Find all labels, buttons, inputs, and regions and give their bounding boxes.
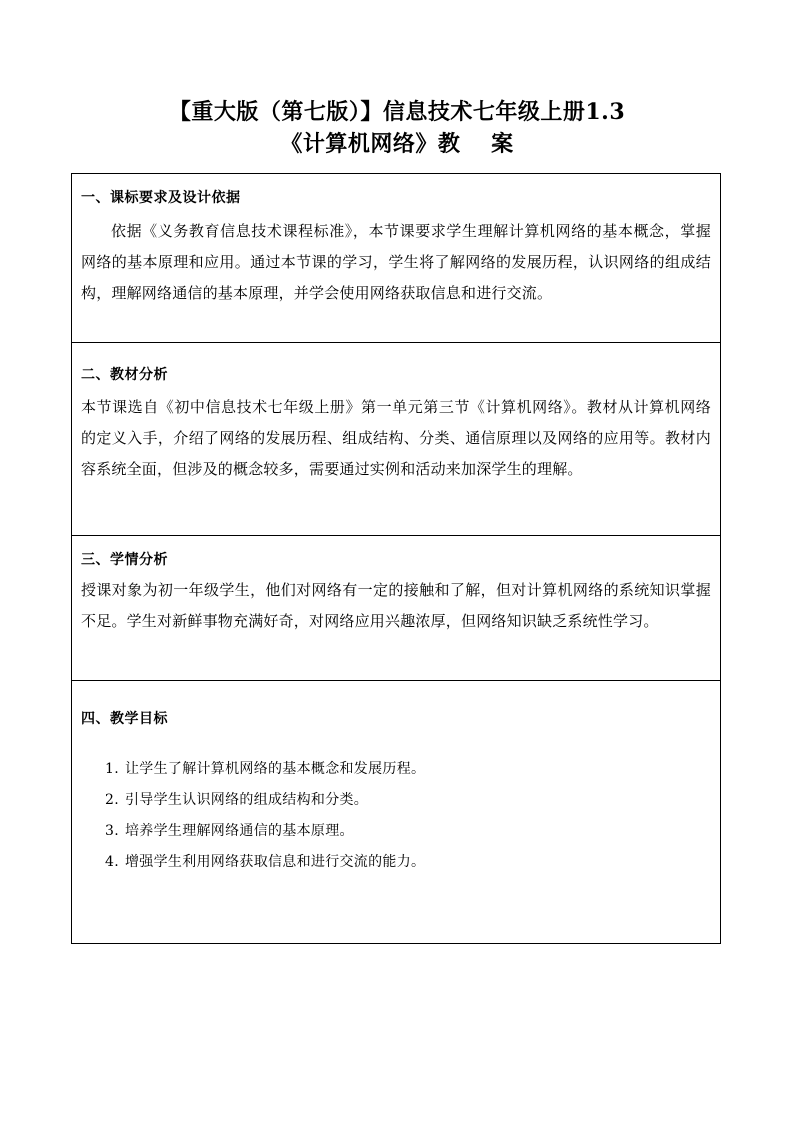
section-student-analysis	[72, 536, 720, 681]
section-heading: 二、教材分析	[81, 367, 168, 383]
list-item-number: 2.	[105, 792, 119, 808]
list-item	[105, 847, 711, 878]
lesson-plan-table	[71, 173, 721, 944]
document-title-line-1: 【重大版（第七版）】信息技术七年级上册1.3	[168, 99, 626, 125]
list-item-text: 增强学生利用网络获取信息和进行交流的能力。	[125, 854, 426, 870]
list-item-number: 4.	[105, 854, 119, 870]
list-item	[105, 816, 711, 847]
goal-list	[81, 754, 711, 878]
section-textbook-analysis	[72, 343, 720, 536]
section-heading: 三、学情分析	[81, 552, 168, 568]
list-item	[105, 785, 711, 816]
section-teaching-goals	[72, 681, 720, 943]
list-item-number: 3.	[105, 823, 119, 839]
list-item	[105, 754, 711, 785]
list-item-text: 引导学生认识网络的组成结构和分类。	[125, 792, 369, 808]
section-paragraph: 授课对象为初一年级学生，他们对网络有一定的接触和了解，但对计算机网络的系统知识掌握不足。学生对新鲜事物充满好奇，对网络应用兴趣浓厚，但网络知识缺乏系统性学习。	[81, 581, 711, 630]
list-item-number: 1.	[105, 761, 119, 777]
section-heading: 四、教学目标	[81, 711, 168, 727]
list-item-text: 培养学生理解网络通信的基本原理。	[125, 823, 354, 839]
document-title-line-2: 《计算机网络》教 案	[280, 131, 514, 157]
section-curriculum-requirements	[72, 174, 720, 343]
section-paragraph: 依据《义务教育信息技术课程标准》，本节课要求学生理解计算机网络的基本概念，掌握网络的基本原理和应用。通过本节课的学习，学生将了解网络的发展历程，认识网络的组成结构，理解网络通信的基本原理，并学会使用网络获取信息和进行交流。	[81, 222, 711, 302]
section-paragraph: 本节课选自《初中信息技术七年级上册》第一单元第三节《计算机网络》。教材从计算机网络的定义入手，介绍了网络的发展历程、组成结构、分类、通信原理以及网络的应用等。教材内容系统全面，但涉及的概念较多，需要通过实例和活动来加深学生的理解。	[81, 398, 711, 478]
list-item-text: 让学生了解计算机网络的基本概念和发展历程。	[125, 761, 426, 777]
section-heading: 一、课标要求及设计依据	[81, 190, 241, 206]
